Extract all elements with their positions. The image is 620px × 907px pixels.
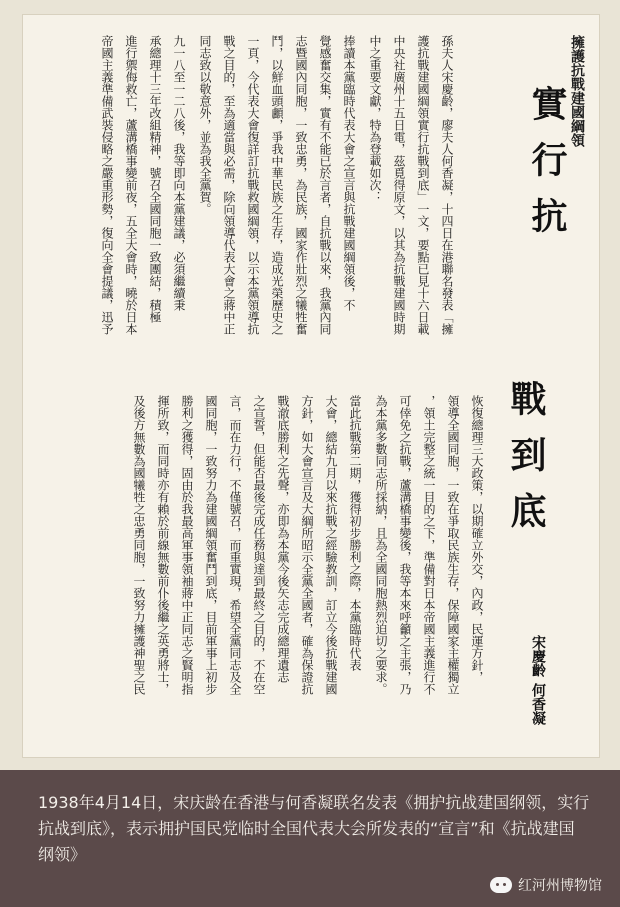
text-col: 方針，如大會宣言及大綱所昭示全黨全國者，確為保證抗: [300, 395, 314, 695]
text-col: 孫夫人宋慶齡，廖夫人何香凝，十四日在港聯名發表「擁: [440, 35, 454, 335]
authors: [528, 635, 548, 725]
text-col: 國同胞，一致努力為建國綱領奮鬥到底，目前軍事上初步: [204, 395, 218, 695]
text-col: 戰澈底勝利之先聲，亦即為本黨今後矢志完成總理遺志: [276, 395, 290, 683]
text-col: ，領土完整之統一目的之下，準備對日本帝國主義進行不: [422, 395, 436, 695]
text-col: 護抗戰建國綱領實行抗戰到底」一文，要點已見十六日載: [416, 35, 430, 335]
text-col: 當此抗戰第二期，獲得初步勝利之際，本黨臨時代表: [348, 395, 362, 671]
text-col: 可倖免之抗戰，蘆溝橋事變後，我等本來呼籲之主張，乃: [398, 395, 412, 695]
document-title-1: 實行抗: [526, 85, 568, 253]
text-col: 鬥，以鮮血頭顱，爭我中華民族之生存，造成光榮歷史之: [270, 35, 284, 335]
caption-text: 1938年4月14日，宋庆龄在香港与何香凝联名发表《拥护抗战建国纲领，实行抗战到底》，表示拥护国民党临时全国代表大会所发表的“宣言”和《抗战建国纲领》: [38, 793, 590, 864]
text-col: 戰之目的，至為適當與必需，除向領導代表大會之蔣中正: [222, 35, 236, 335]
text-col: 承總理十三年改組精神，號召全國同胞一致團結，積極: [148, 35, 162, 323]
source-name: 红河州博物馆: [518, 878, 602, 894]
text-col: 覺感奮交集，實有不能已於言者，自抗戰以來，我黨內同: [318, 35, 332, 335]
text-col: 恢復總理三大政策，以期確立外交，內政，民運方針，: [470, 395, 484, 683]
text-col: 同志致以敬意外，並為我全黨賀。: [198, 35, 212, 215]
text-col: 大會，總結九月以來抗戰之經驗教訓，訂立今後抗戰建國: [324, 395, 338, 695]
text-col: 捧讀本黨臨時代表大會之宣言與抗戰建國綱領後，不: [342, 35, 356, 311]
wechat-icon: [490, 877, 512, 893]
text-col: 一頁，今代表大會復詳訂抗戰救國綱領，以示本黨領導抗: [246, 35, 260, 335]
source-credit: [490, 875, 602, 895]
text-col: 帝國主義準備武裝侵略之嚴重形勢，復向全會提議，迅予: [100, 35, 114, 335]
text-col: 領導全國同胞，一致在爭取民族生存，保障國家主權獨立: [446, 395, 460, 695]
document-scan: [22, 14, 600, 758]
text-col: 之宣誓，但能否最後完成任務與達到最終之目的，不在空: [252, 395, 266, 695]
text-col: 勝利之獲得，固由於我最高軍事領袖蔣中正同志之賢明指: [180, 395, 194, 695]
text-col: 中央社廣州十五日電，茲覓得原文，以其為抗戰建國時期: [392, 35, 406, 335]
text-col: 言，而在力行，不僅號召，而重實現，希望全黨同志及全: [228, 395, 242, 695]
author-1: 宋慶齡: [530, 635, 546, 677]
document-header: 擁護抗戰建國綱領: [569, 35, 585, 147]
caption-banner: [0, 770, 620, 907]
text-col: 九一八至一二八後，我等即向本黨建議，必須繼續秉: [172, 35, 186, 311]
text-col: 揮所致，而同時亦有賴於前線無數前仆後繼之英勇將士，: [156, 395, 170, 695]
document-title-2: 戰到底: [505, 380, 547, 548]
author-2: 何香凝: [530, 683, 546, 725]
text-col: 進行禦侮救亡，蘆溝橋事變前夜，五全大會時，曉於日本: [124, 35, 138, 335]
text-col: 志暨國內同胞，一致忠勇，為民族，國家作壯烈之犧牲奮: [294, 35, 308, 335]
text-col: 中之重要文獻，特為登載如次：: [368, 35, 382, 203]
text-col: 及後方無數為國犧牲之忠勇同胞，一致努力擁護神聖之民: [132, 395, 146, 695]
text-col: 為本黨多數同志所採納，且為全國同胞熱烈迫切之要求。: [374, 395, 388, 695]
